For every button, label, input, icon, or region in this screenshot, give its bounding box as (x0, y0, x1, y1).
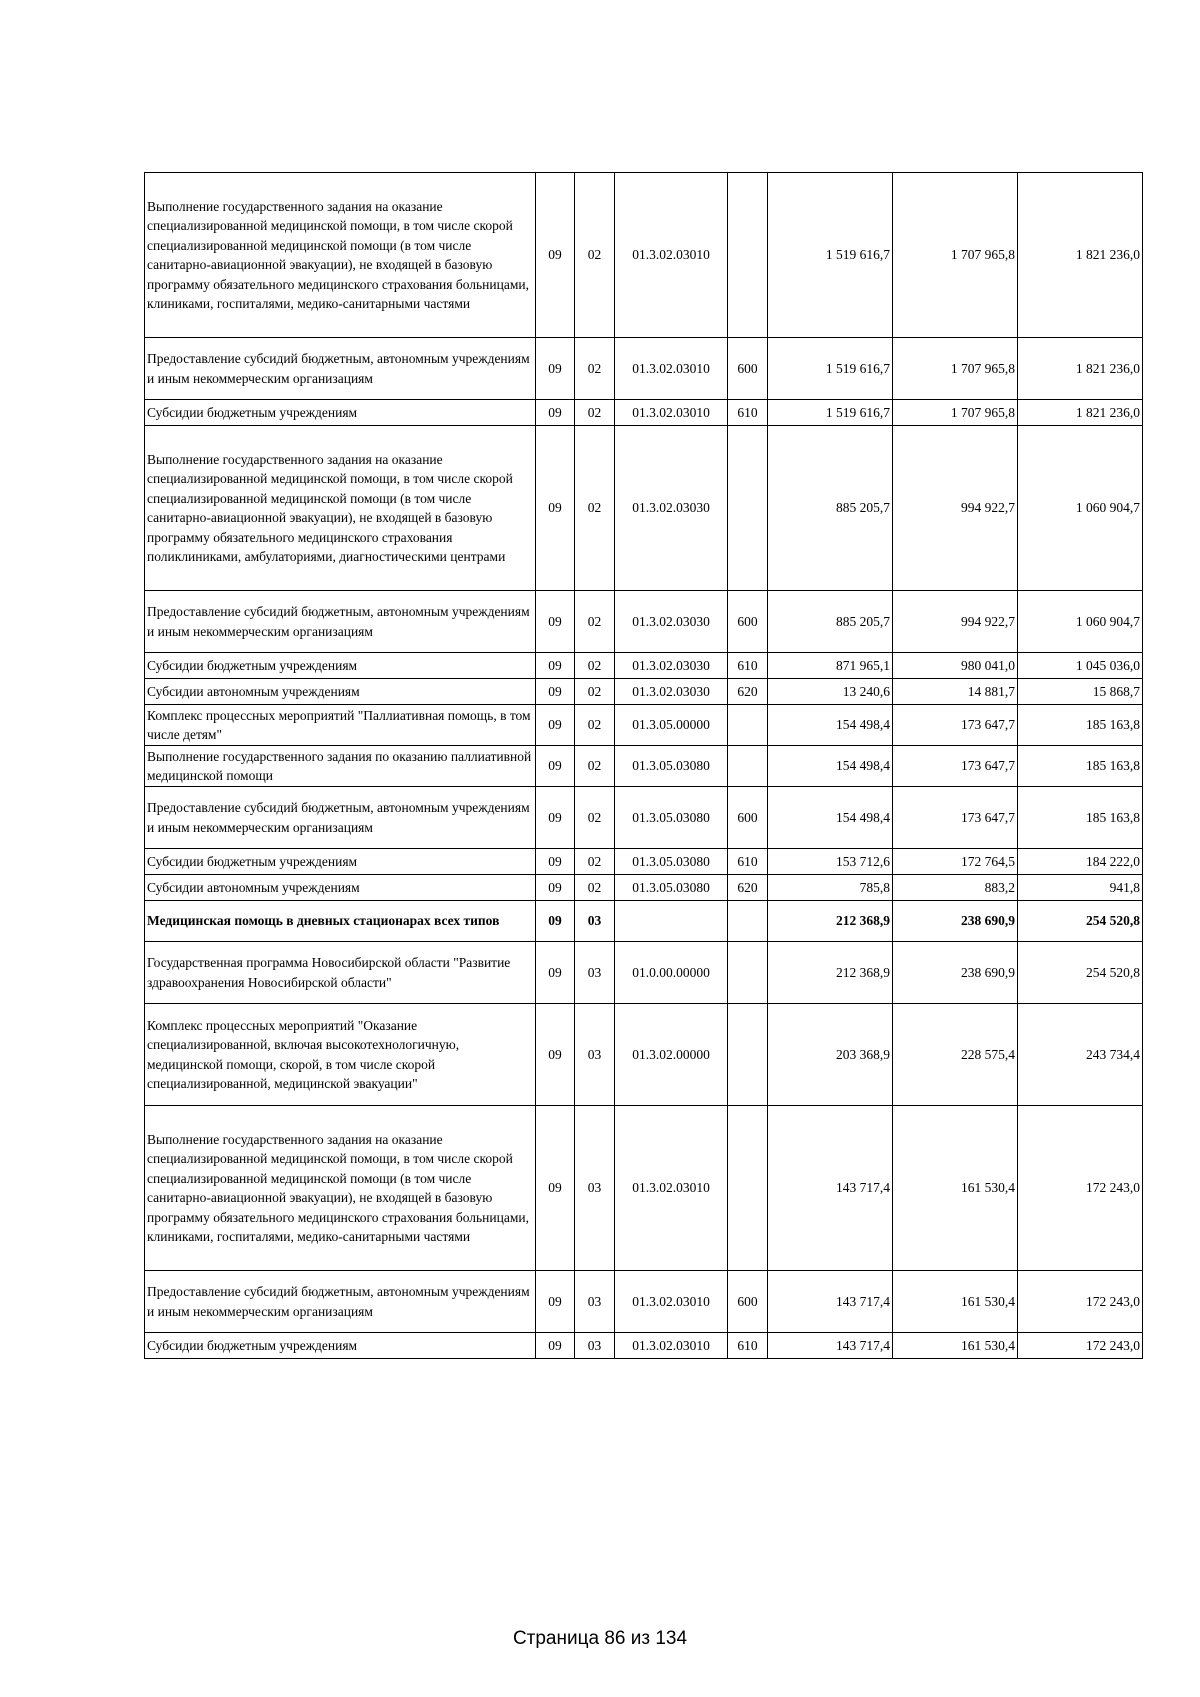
table-row (145, 1333, 1143, 1359)
cell-amount-year2: 980 041,0 (893, 653, 1018, 679)
cell-expense-type: 600 (728, 1271, 768, 1333)
cell-section: 09 (536, 1271, 575, 1333)
cell-target-article: 01.3.02.03010 (615, 400, 728, 426)
cell-target-article: 01.3.02.03010 (615, 1333, 728, 1359)
cell-expense-type: 610 (728, 653, 768, 679)
cell-amount-year2: 172 764,5 (893, 849, 1018, 875)
cell-amount-year1: 143 717,4 (768, 1333, 893, 1359)
table-body (145, 173, 1143, 1359)
cell-section: 09 (536, 1106, 575, 1271)
cell-subsection: 03 (575, 901, 615, 942)
cell-amount-year2: 994 922,7 (893, 591, 1018, 653)
cell-amount-year3: 185 163,8 (1018, 787, 1143, 849)
cell-target-article: 01.3.05.03080 (615, 849, 728, 875)
cell-section: 09 (536, 901, 575, 942)
cell-subsection: 03 (575, 1333, 615, 1359)
cell-target-article: 01.3.02.03030 (615, 426, 728, 591)
cell-section: 09 (536, 173, 575, 338)
cell-expense-type (728, 1004, 768, 1106)
cell-expense-type (728, 705, 768, 746)
table-row (145, 705, 1143, 746)
cell-amount-year2: 883,2 (893, 875, 1018, 901)
cell-target-article: 01.3.02.03010 (615, 338, 728, 400)
cell-amount-year3: 1 821 236,0 (1018, 400, 1143, 426)
cell-name: Предоставление субсидий бюджетным, автономным учреждениям и иным некоммерческим организациям (145, 1271, 536, 1333)
cell-target-article: 01.3.05.03080 (615, 746, 728, 787)
cell-name: Субсидии бюджетным учреждениям (145, 849, 536, 875)
cell-amount-year3: 243 734,4 (1018, 1004, 1143, 1106)
cell-expense-type: 610 (728, 849, 768, 875)
table-row (145, 849, 1143, 875)
table-row (145, 787, 1143, 849)
cell-amount-year3: 172 243,0 (1018, 1333, 1143, 1359)
table-row (145, 400, 1143, 426)
cell-expense-type: 620 (728, 679, 768, 705)
cell-amount-year1: 885 205,7 (768, 591, 893, 653)
cell-section: 09 (536, 653, 575, 679)
cell-subsection: 02 (575, 400, 615, 426)
cell-subsection: 02 (575, 787, 615, 849)
cell-expense-type: 610 (728, 400, 768, 426)
cell-amount-year3: 184 222,0 (1018, 849, 1143, 875)
cell-amount-year3: 172 243,0 (1018, 1271, 1143, 1333)
cell-amount-year2: 161 530,4 (893, 1333, 1018, 1359)
cell-amount-year3: 1 060 904,7 (1018, 426, 1143, 591)
cell-section: 09 (536, 746, 575, 787)
cell-amount-year2: 1 707 965,8 (893, 338, 1018, 400)
cell-name: Предоставление субсидий бюджетным, автономным учреждениям и иным некоммерческим организациям (145, 787, 536, 849)
cell-subsection: 02 (575, 875, 615, 901)
table-row (145, 1271, 1143, 1333)
cell-subsection: 02 (575, 746, 615, 787)
table-row (145, 591, 1143, 653)
cell-section: 09 (536, 426, 575, 591)
cell-name: Субсидии автономным учреждениям (145, 875, 536, 901)
cell-expense-type (728, 901, 768, 942)
cell-section: 09 (536, 942, 575, 1004)
cell-amount-year2: 238 690,9 (893, 901, 1018, 942)
table-row (145, 1004, 1143, 1106)
cell-section: 09 (536, 591, 575, 653)
cell-amount-year3: 15 868,7 (1018, 679, 1143, 705)
cell-expense-type: 610 (728, 1333, 768, 1359)
table-row (145, 1106, 1143, 1271)
cell-name: Выполнение государственного задания на оказание специализированной медицинской помощи, в том числе скорой специализированной медицинской помощи (в том числе санитарно-авиационной эвакуации), не входящей в базовую программу обязательного медицинского страхования поликлиниками, амбулаториями, диагностическими центрами (145, 426, 536, 591)
cell-amount-year1: 212 368,9 (768, 942, 893, 1004)
cell-name: Предоставление субсидий бюджетным, автономным учреждениям и иным некоммерческим организациям (145, 338, 536, 400)
cell-subsection: 02 (575, 338, 615, 400)
cell-expense-type: 600 (728, 787, 768, 849)
cell-name: Предоставление субсидий бюджетным, автономным учреждениям и иным некоммерческим организациям (145, 591, 536, 653)
cell-amount-year1: 143 717,4 (768, 1106, 893, 1271)
cell-amount-year2: 173 647,7 (893, 746, 1018, 787)
cell-target-article: 01.3.02.03010 (615, 1106, 728, 1271)
cell-amount-year1: 153 712,6 (768, 849, 893, 875)
cell-name: Субсидии бюджетным учреждениям (145, 400, 536, 426)
table-row (145, 746, 1143, 787)
cell-name: Медицинская помощь в дневных стационарах всех типов (145, 901, 536, 942)
cell-amount-year1: 785,8 (768, 875, 893, 901)
cell-expense-type: 620 (728, 875, 768, 901)
cell-amount-year3: 254 520,8 (1018, 942, 1143, 1004)
cell-amount-year2: 1 707 965,8 (893, 173, 1018, 338)
cell-subsection: 02 (575, 705, 615, 746)
cell-subsection: 02 (575, 679, 615, 705)
cell-amount-year1: 13 240,6 (768, 679, 893, 705)
cell-amount-year3: 1 060 904,7 (1018, 591, 1143, 653)
cell-name: Комплекс процессных мероприятий "Оказание специализированной, включая высокотехнологичную, медицинской помощи, скорой, в том числе скорой специализированной, медицинской эвакуации" (145, 1004, 536, 1106)
cell-amount-year3: 1 821 236,0 (1018, 173, 1143, 338)
cell-subsection: 02 (575, 849, 615, 875)
cell-amount-year3: 254 520,8 (1018, 901, 1143, 942)
cell-target-article: 01.3.05.03080 (615, 787, 728, 849)
budget-table (144, 172, 1143, 1359)
cell-section: 09 (536, 338, 575, 400)
cell-target-article: 01.0.00.00000 (615, 942, 728, 1004)
cell-expense-type (728, 426, 768, 591)
cell-name: Субсидии бюджетным учреждениям (145, 1333, 536, 1359)
cell-subsection: 02 (575, 653, 615, 679)
cell-amount-year1: 885 205,7 (768, 426, 893, 591)
table-row (145, 338, 1143, 400)
table-row (145, 173, 1143, 338)
cell-amount-year3: 185 163,8 (1018, 746, 1143, 787)
cell-expense-type: 600 (728, 591, 768, 653)
cell-target-article: 01.3.05.03080 (615, 875, 728, 901)
cell-section: 09 (536, 1004, 575, 1106)
cell-subsection: 03 (575, 1004, 615, 1106)
cell-amount-year3: 1 821 236,0 (1018, 338, 1143, 400)
table-row (145, 942, 1143, 1004)
cell-section: 09 (536, 705, 575, 746)
cell-amount-year3: 172 243,0 (1018, 1106, 1143, 1271)
cell-subsection: 02 (575, 591, 615, 653)
cell-expense-type (728, 942, 768, 1004)
cell-amount-year1: 1 519 616,7 (768, 338, 893, 400)
cell-amount-year1: 154 498,4 (768, 787, 893, 849)
cell-subsection: 03 (575, 942, 615, 1004)
cell-amount-year1: 871 965,1 (768, 653, 893, 679)
page-footer: Страница 86 из 134 (512, 1628, 688, 1649)
cell-subsection: 02 (575, 426, 615, 591)
cell-target-article: 01.3.02.03010 (615, 173, 728, 338)
cell-section: 09 (536, 787, 575, 849)
cell-subsection: 03 (575, 1106, 615, 1271)
cell-amount-year2: 173 647,7 (893, 787, 1018, 849)
cell-target-article: 01.3.02.00000 (615, 1004, 728, 1106)
cell-target-article (615, 901, 728, 942)
cell-target-article: 01.3.02.03030 (615, 591, 728, 653)
table-row (145, 653, 1143, 679)
cell-section: 09 (536, 849, 575, 875)
cell-amount-year2: 14 881,7 (893, 679, 1018, 705)
cell-amount-year2: 161 530,4 (893, 1271, 1018, 1333)
cell-amount-year1: 1 519 616,7 (768, 400, 893, 426)
cell-name: Субсидии автономным учреждениям (145, 679, 536, 705)
cell-amount-year3: 1 045 036,0 (1018, 653, 1143, 679)
cell-amount-year1: 1 519 616,7 (768, 173, 893, 338)
cell-name: Комплекс процессных мероприятий "Паллиативная помощь, в том числе детям" (145, 705, 536, 746)
cell-amount-year3: 185 163,8 (1018, 705, 1143, 746)
cell-amount-year1: 154 498,4 (768, 705, 893, 746)
cell-subsection: 02 (575, 173, 615, 338)
cell-target-article: 01.3.02.03030 (615, 653, 728, 679)
cell-section: 09 (536, 679, 575, 705)
cell-amount-year1: 143 717,4 (768, 1271, 893, 1333)
cell-amount-year2: 161 530,4 (893, 1106, 1018, 1271)
cell-expense-type (728, 746, 768, 787)
cell-amount-year2: 1 707 965,8 (893, 400, 1018, 426)
cell-amount-year2: 173 647,7 (893, 705, 1018, 746)
cell-amount-year2: 238 690,9 (893, 942, 1018, 1004)
cell-name: Выполнение государственного задания по оказанию паллиативной медицинской помощи (145, 746, 536, 787)
cell-name: Выполнение государственного задания на оказание специализированной медицинской помощи, в том числе скорой специализированной медицинской помощи (в том числе санитарно-авиационной эвакуации), не входящей в базовую программу обязательного медицинского страхования больницами, клиниками, госпиталями, медико-санитарными частями (145, 1106, 536, 1271)
cell-name: Государственная программа Новосибирской области "Развитие здравоохранения Новосибирской области" (145, 942, 536, 1004)
cell-target-article: 01.3.02.03010 (615, 1271, 728, 1333)
cell-amount-year1: 154 498,4 (768, 746, 893, 787)
table-row (145, 426, 1143, 591)
table-row (145, 901, 1143, 942)
cell-name: Выполнение государственного задания на оказание специализированной медицинской помощи, в том числе скорой специализированной медицинской помощи (в том числе санитарно-авиационной эвакуации), не входящей в базовую программу обязательного медицинского страхования больницами, клиниками, госпиталями, медико-санитарными частями (145, 173, 536, 338)
cell-expense-type: 600 (728, 338, 768, 400)
cell-amount-year1: 212 368,9 (768, 901, 893, 942)
cell-section: 09 (536, 875, 575, 901)
cell-amount-year3: 941,8 (1018, 875, 1143, 901)
cell-name: Субсидии бюджетным учреждениям (145, 653, 536, 679)
cell-amount-year2: 994 922,7 (893, 426, 1018, 591)
cell-section: 09 (536, 400, 575, 426)
table-row (145, 679, 1143, 705)
cell-subsection: 03 (575, 1271, 615, 1333)
cell-target-article: 01.3.02.03030 (615, 679, 728, 705)
cell-expense-type (728, 1106, 768, 1271)
cell-amount-year1: 203 368,9 (768, 1004, 893, 1106)
cell-section: 09 (536, 1333, 575, 1359)
cell-target-article: 01.3.05.00000 (615, 705, 728, 746)
table-row (145, 875, 1143, 901)
cell-amount-year2: 228 575,4 (893, 1004, 1018, 1106)
cell-expense-type (728, 173, 768, 338)
